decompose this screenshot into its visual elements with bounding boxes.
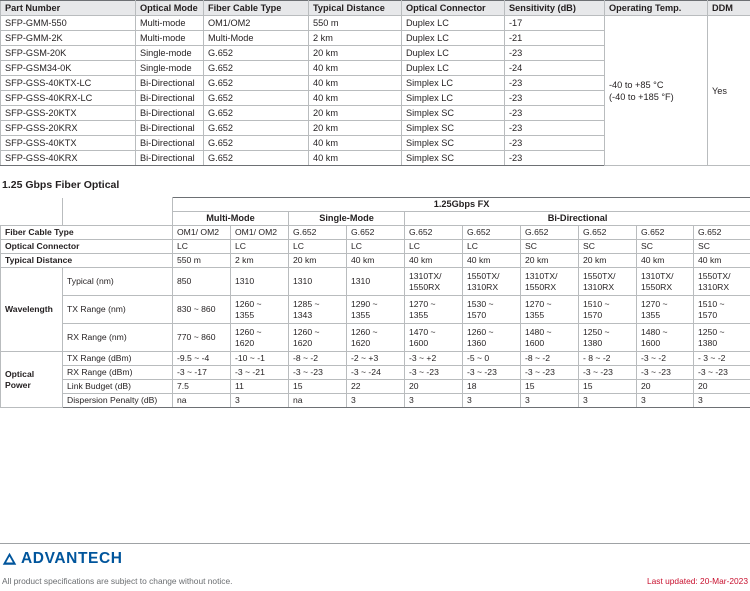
group-single-mode: Single-Mode (289, 212, 405, 226)
cell: 1310 (231, 268, 289, 296)
cell-part-number: SFP-GSM34-0K (1, 61, 136, 76)
cell-typical-distance: 2 km (309, 31, 402, 46)
cell: -3 ~ -17 (173, 366, 231, 380)
spacer-cell (1, 212, 63, 226)
cell-sensitivity: -24 (505, 61, 605, 76)
cell: SC (694, 240, 750, 254)
label-power-tx: TX Range (dBm) (63, 352, 173, 366)
cell: 1260 ~ 1620 (347, 324, 405, 352)
cell: 1310TX/ 1550RX (405, 268, 463, 296)
cell: G.652 (694, 226, 750, 240)
cell: 11 (231, 380, 289, 394)
cell: -3 ~ -21 (231, 366, 289, 380)
cell: LC (405, 240, 463, 254)
cell-part-number: SFP-GSS-20KRX (1, 121, 136, 136)
cell: na (173, 394, 231, 408)
table2-title: 1.25Gbps FX (173, 198, 750, 212)
cell: 1270 ~ 1355 (405, 296, 463, 324)
cell-part-number: SFP-GMM-550 (1, 16, 136, 31)
cell-part-number: SFP-GSS-20KTX (1, 106, 136, 121)
cell-optical-connector: Duplex LC (402, 16, 505, 31)
cell-fiber-cable-type: G.652 (204, 91, 309, 106)
sfp-part-number-table (0, 0, 750, 166)
cell: 1530 ~ 1570 (463, 296, 521, 324)
cell: 40 km (405, 254, 463, 268)
cell: -3 ~ -23 (521, 366, 579, 380)
cell: G.652 (289, 226, 347, 240)
cell: 3 (231, 394, 289, 408)
cell-fiber-cable-type: G.652 (204, 76, 309, 91)
cell-sensitivity: -17 (505, 16, 605, 31)
row-typical-distance (1, 254, 750, 268)
cell-optical-mode: Multi-mode (136, 31, 204, 46)
cell-fiber-cable-type: G.652 (204, 106, 309, 121)
table2-title-row (1, 198, 750, 212)
cell-sensitivity: -21 (505, 31, 605, 46)
cell-fiber-cable-type: G.652 (204, 46, 309, 61)
col-optical-mode: Optical Mode (136, 1, 204, 16)
table2-group-row (1, 212, 750, 226)
operating-temp-celsius: -40 to +85 °C (609, 79, 664, 90)
cell-optical-mode: Single-mode (136, 61, 204, 76)
cell: 1250 ~ 1380 (694, 324, 750, 352)
cell: 1285 ~ 1343 (289, 296, 347, 324)
cell: -9.5 ~ -4 (173, 352, 231, 366)
cell-optical-mode: Bi-Directional (136, 76, 204, 91)
cell: 3 (694, 394, 750, 408)
cell: 1310 (347, 268, 405, 296)
row-power-tx (1, 352, 750, 366)
cell: 1470 ~ 1600 (405, 324, 463, 352)
cell: G.652 (637, 226, 694, 240)
cell: 770 ~ 860 (173, 324, 231, 352)
cell: 850 (173, 268, 231, 296)
cell-optical-connector: Simplex SC (402, 106, 505, 121)
row-fiber-cable-type (1, 226, 750, 240)
cell: -3 ~ -23 (289, 366, 347, 380)
cell: 830 ~ 860 (173, 296, 231, 324)
cell-part-number: SFP-GMM-2K (1, 31, 136, 46)
cell-typical-distance: 550 m (309, 16, 402, 31)
row-wavelength-tx (1, 296, 750, 324)
cell: 3 (637, 394, 694, 408)
cell-typical-distance: 20 km (309, 106, 402, 121)
col-optical-connector: Optical Connector (402, 1, 505, 16)
cell-optical-connector: Simplex SC (402, 121, 505, 136)
cell: 20 (405, 380, 463, 394)
cell: SC (521, 240, 579, 254)
cell: 1310TX/ 1550RX (521, 268, 579, 296)
cell-optical-connector: Simplex SC (402, 136, 505, 151)
col-sensitivity: Sensitivity (dB) (505, 1, 605, 16)
cell: 1250 ~ 1380 (579, 324, 637, 352)
cell: G.652 (347, 226, 405, 240)
cell-sensitivity: -23 (505, 76, 605, 91)
cell: -3 ~ -23 (405, 366, 463, 380)
col-part-number: Part Number (1, 1, 136, 16)
cell-optical-connector: Simplex SC (402, 151, 505, 166)
group-bi-directional: Bi-Directional (405, 212, 750, 226)
cell: 1270 ~ 1355 (637, 296, 694, 324)
cell: 1260 ~ 1360 (463, 324, 521, 352)
cell: 1550TX/ 1310RX (579, 268, 637, 296)
cell: 1260 ~ 1355 (231, 296, 289, 324)
label-power-rx: RX Range (dBm) (63, 366, 173, 380)
cell: -3 ~ +2 (405, 352, 463, 366)
cell: -3 ~ -2 (637, 352, 694, 366)
cell: - 8 ~ -2 (579, 352, 637, 366)
cell: LC (231, 240, 289, 254)
cell-optical-mode: Multi-mode (136, 16, 204, 31)
cell-typical-distance: 40 km (309, 76, 402, 91)
col-fiber-cable-type: Fiber Cable Type (204, 1, 309, 16)
cell-sensitivity: -23 (505, 106, 605, 121)
cell: OM1/ OM2 (173, 226, 231, 240)
spacer-cell (63, 212, 173, 226)
cell: 15 (579, 380, 637, 394)
cell: 20 (694, 380, 750, 394)
label-link-budget: Link Budget (dB) (63, 380, 173, 394)
cell: 20 (637, 380, 694, 394)
cell: 2 km (231, 254, 289, 268)
label-wavelength: Wavelength (1, 268, 63, 352)
cell-typical-distance: 40 km (309, 61, 402, 76)
cell-part-number: SFP-GSS-40KRX (1, 151, 136, 166)
label-optical-connector: Optical Connector (1, 240, 173, 254)
cell: G.652 (405, 226, 463, 240)
cell-optical-mode: Bi-Directional (136, 121, 204, 136)
cell-fiber-cable-type: G.652 (204, 151, 309, 166)
cell: G.652 (463, 226, 521, 240)
cell-sensitivity: -23 (505, 91, 605, 106)
cell: - 3 ~ -2 (694, 352, 750, 366)
cell-optical-mode: Bi-Directional (136, 151, 204, 166)
cell-optical-connector: Duplex LC (402, 46, 505, 61)
cell: 1510 ~ 1570 (579, 296, 637, 324)
cell: -5 ~ 0 (463, 352, 521, 366)
cell: 20 km (579, 254, 637, 268)
cell-optical-mode: Bi-Directional (136, 91, 204, 106)
spacer-cell (63, 198, 173, 212)
cell-optical-connector: Simplex LC (402, 91, 505, 106)
cell-sensitivity: -23 (505, 136, 605, 151)
footer-divider (0, 543, 750, 544)
cell: 3 (347, 394, 405, 408)
cell-sensitivity: -23 (505, 46, 605, 61)
cell: 1480 ~ 1600 (521, 324, 579, 352)
label-optical-power: Optical Power (1, 352, 63, 408)
cell-typical-distance: 40 km (309, 136, 402, 151)
cell: 1310 (289, 268, 347, 296)
col-typical-distance: Typical Distance (309, 1, 402, 16)
cell: -10 ~ -1 (231, 352, 289, 366)
footer-disclaimer: All product specifications are subject to change without notice. (2, 576, 233, 586)
cell: na (289, 394, 347, 408)
cell: 3 (579, 394, 637, 408)
cell: 1260 ~ 1620 (289, 324, 347, 352)
cell: 1550TX/ 1310RX (694, 268, 750, 296)
brand-logo (0, 550, 750, 568)
cell: G.652 (521, 226, 579, 240)
cell-sensitivity: -23 (505, 151, 605, 166)
cell: SC (637, 240, 694, 254)
row-wavelength-rx (1, 324, 750, 352)
cell-typical-distance: 40 km (309, 91, 402, 106)
cell: -3 ~ -23 (579, 366, 637, 380)
cell-fiber-cable-type: G.652 (204, 61, 309, 76)
cell: 7.5 (173, 380, 231, 394)
label-wavelength-typical: Typical (nm) (63, 268, 173, 296)
cell-optical-connector: Duplex LC (402, 61, 505, 76)
cell: 1550TX/ 1310RX (463, 268, 521, 296)
cell: -8 ~ -2 (521, 352, 579, 366)
cell-optical-connector: Duplex LC (402, 31, 505, 46)
label-dispersion-penalty: Dispersion Penalty (dB) (63, 394, 173, 408)
table-row (1, 16, 750, 31)
cell-typical-distance: 20 km (309, 121, 402, 136)
label-fiber-cable-type: Fiber Cable Type (1, 226, 173, 240)
cell-optical-connector: Simplex LC (402, 76, 505, 91)
cell-fiber-cable-type: OM1/OM2 (204, 16, 309, 31)
cell: -3 ~ -24 (347, 366, 405, 380)
cell: 40 km (347, 254, 405, 268)
cell: -2 ~ +3 (347, 352, 405, 366)
cell-part-number: SFP-GSS-40KRX-LC (1, 91, 136, 106)
group-multi-mode: Multi-Mode (173, 212, 289, 226)
page-footer (0, 543, 750, 591)
cell-optical-mode: Single-mode (136, 46, 204, 61)
row-dispersion-penalty (1, 394, 750, 408)
cell: 1290 ~ 1355 (347, 296, 405, 324)
cell: -3 ~ -23 (463, 366, 521, 380)
cell: 1270 ~ 1355 (521, 296, 579, 324)
cell-typical-distance: 40 km (309, 151, 402, 166)
cell: 1510 ~ 1570 (694, 296, 750, 324)
cell: 40 km (694, 254, 750, 268)
cell: 40 km (463, 254, 521, 268)
cell: LC (347, 240, 405, 254)
cell-typical-distance: 20 km (309, 46, 402, 61)
cell-optical-mode: Bi-Directional (136, 106, 204, 121)
cell: -3 ~ -23 (694, 366, 750, 380)
table-header-row (1, 1, 750, 16)
cell-ddm: Yes (708, 16, 750, 166)
cell: OM1/ OM2 (231, 226, 289, 240)
cell: 1260 ~ 1620 (231, 324, 289, 352)
cell-part-number: SFP-GSS-40KTX-LC (1, 76, 136, 91)
col-ddm: DDM (708, 1, 750, 16)
cell: G.652 (579, 226, 637, 240)
cell-fiber-cable-type: Multi-Mode (204, 31, 309, 46)
row-link-budget (1, 380, 750, 394)
cell-fiber-cable-type: G.652 (204, 121, 309, 136)
cell: 550 m (173, 254, 231, 268)
cell: LC (463, 240, 521, 254)
footer-last-updated: Last updated: 20-Mar-2023 (646, 576, 748, 586)
cell: 15 (521, 380, 579, 394)
cell: 3 (463, 394, 521, 408)
cell: -3 ~ -23 (637, 366, 694, 380)
cell: 40 km (637, 254, 694, 268)
brand-name: ADVANTECH (21, 550, 123, 567)
cell-optical-mode: Bi-Directional (136, 136, 204, 151)
cell: LC (173, 240, 231, 254)
footer-meta (0, 576, 750, 591)
cell-sensitivity: -23 (505, 121, 605, 136)
cell-operating-temp (605, 16, 708, 166)
row-wavelength-typical (1, 268, 750, 296)
row-optical-connector (1, 240, 750, 254)
cell: 1480 ~ 1600 (637, 324, 694, 352)
cell: LC (289, 240, 347, 254)
cell: -8 ~ -2 (289, 352, 347, 366)
row-power-rx (1, 366, 750, 380)
cell: 20 km (289, 254, 347, 268)
cell-part-number: SFP-GSS-40KTX (1, 136, 136, 151)
advantech-logo-icon (2, 552, 17, 567)
cell: 3 (521, 394, 579, 408)
spacer-cell (1, 198, 63, 212)
cell: 3 (405, 394, 463, 408)
cell: SC (579, 240, 637, 254)
label-typical-distance: Typical Distance (1, 254, 173, 268)
operating-temp-fahrenheit: (-40 to +185 °F) (609, 91, 674, 102)
label-wavelength-tx: TX Range (nm) (63, 296, 173, 324)
cell: 22 (347, 380, 405, 394)
cell: 20 km (521, 254, 579, 268)
cell-fiber-cable-type: G.652 (204, 136, 309, 151)
cell-part-number: SFP-GSM-20K (1, 46, 136, 61)
col-operating-temp: Operating Temp. (605, 1, 708, 16)
cell: 18 (463, 380, 521, 394)
cell: 15 (289, 380, 347, 394)
fiber-optical-spec-table (0, 197, 750, 408)
cell: 1310TX/ 1550RX (637, 268, 694, 296)
section-heading: 1.25 Gbps Fiber Optical (2, 179, 120, 191)
label-wavelength-rx: RX Range (nm) (63, 324, 173, 352)
